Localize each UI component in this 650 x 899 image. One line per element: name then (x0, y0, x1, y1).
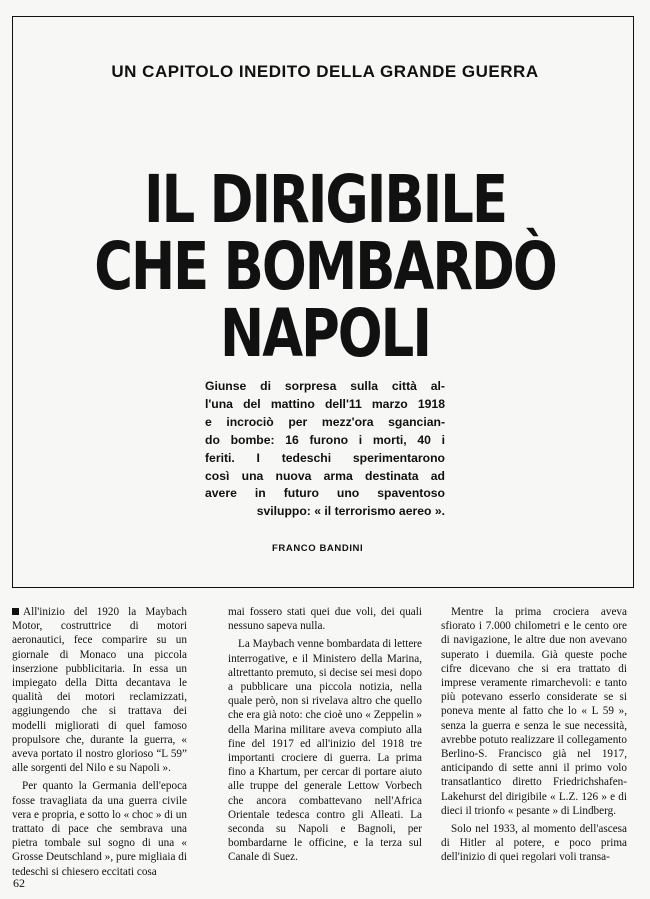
deck-line: così una nuova arma destinata ad (205, 468, 445, 483)
paragraph: mai fossero stati quei due voli, dei quali nessuno sapeva nulla. (228, 606, 422, 633)
paragraph: La Maybach venne bombardata di lettere interrogative, e il Ministero della Marina, altrettanto premuto, si decise sei mesi dopo a pubblicare una piccola notizia, nella quale però, non si rivelava altro che quello che era già noto: che cioè uno « Zeppelin » della Marina militare aveva compiuto alla fine del 1917 ed all'inizio del 1918 tre importanti crociere di guerra. La prima fino a Khartum, per cercar di portare aiuto alle truppe del generale Lettow Vorbech che ancora combattevano nell'Africa Orientale tedesca contro gli Alleati. La seconda su Napoli e Bagnoli, per bombardarne le officine, e la terza sul Canale di Suez. (228, 638, 422, 864)
deck-line: do bombe: 16 furono i morti, 40 i (205, 432, 445, 447)
paragraph-text: All'inizio del 1920 la Maybach Motor, costruttrice di motori aeronautici, fece comparire su un giornale di Monaco una piccola inserzione pubblicitaria. In essa un impiegato della Ditta decantava le qualità dei motori reclamizzati, aggiungendo che si trattava dei modelli migliorati di quel famoso propulsore che, durante la guerra, « aveva portato il nostro glorioso “L 59” alle sorgenti del Nilo e su Napoli ». (12, 606, 187, 775)
deck-line: sviluppo: « il terrorismo aereo ». (256, 504, 445, 519)
deck-line: Giunse di sorpresa sulla città al- (205, 379, 445, 393)
page-number: 62 (13, 876, 25, 890)
headline-line-1: IL DIRIGIBILE (143, 161, 507, 238)
section-square-icon (12, 608, 19, 615)
paragraph (12, 605, 187, 775)
article-column-3 (441, 605, 627, 869)
kicker: UN CAPITOLO INEDITO DELLA GRANDE GUERRA (111, 62, 539, 81)
deck (205, 378, 445, 521)
deck-line: l'una del mattino dell'11 marzo 1918 (205, 396, 445, 411)
deck-line: e incrociò per mezz'ora sgancian- (205, 414, 445, 429)
headline-line-3: NAPOLI (220, 295, 430, 372)
byline: FRANCO BANDINI (272, 543, 364, 554)
paragraph: Per quanto la Germania dell'epoca fosse travagliata da una guerra civile vera e propria, e sotto lo « choc » di un trattato di pace che sembrava una pietra tombale sul sogno di una « Grosse Deutschland », pure migliaia di tedeschi si chiesero eccitati cosa (12, 780, 187, 878)
deck-line: avere in futuro uno spaventoso (205, 486, 445, 501)
deck-line: feriti. I tedeschi sperimentarono (205, 450, 445, 465)
paragraph: Solo nel 1933, al momento dell'ascesa di Hitler al potere, e poco prima dell'inizio di quei regolari voli transa- (441, 823, 627, 864)
headline-line-2: CHE BOMBARDÒ (94, 228, 556, 305)
paragraph: Mentre la prima crociera aveva sfiorato i 7.000 chilometri e le cento ore di navigazione, le altre due non avevano superato i duemila. Già queste poche cifre dicevano che si era trattato di imprese veramente rimarchevoli: e tanto più potevano esserlo considerate se si poneva mente al fatto che lo « L 59 », senza la guerra e senza le sue necessità, avrebbe potuto realizzare il collegamento Berlino-S. Francisco già nel 1917, anticipando di sette anni il primo volo transatlantico diretto Friedrichshafen-Lakehurst del dirigibile « L.Z. 126 » e di dieci il trionfo « pesante » di Lindberg. (441, 606, 627, 817)
article-column-2 (228, 605, 422, 869)
headline (65, 161, 585, 372)
article-column-1 (12, 605, 187, 883)
